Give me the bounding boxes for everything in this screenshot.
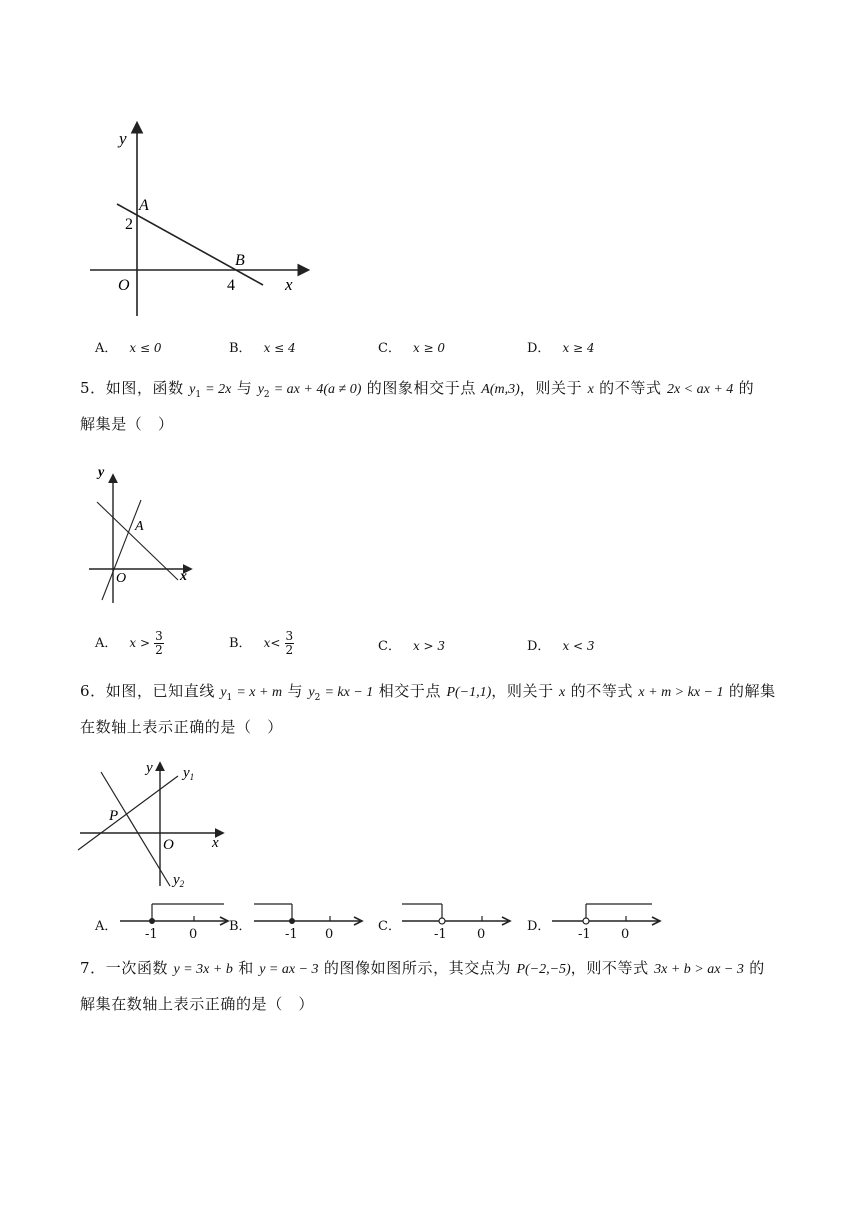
- q7-stem-line1: 7．一次函数 y = 3x + b 和 y = ax − 3 的图像如图所示，其交点为 P(−2,−5)，则不等式 3x + b > ax − 3 的: [80, 959, 765, 977]
- q4-line-ab: [117, 204, 263, 285]
- q6-option-b-tick-neg1: -1: [285, 927, 298, 942]
- q5-y-label: y: [98, 465, 105, 480]
- q4-point-b-label: B: [235, 252, 245, 269]
- q6-option-d-tick-0: 0: [621, 927, 630, 942]
- q5-option-d[interactable]: D． x < 3: [527, 639, 595, 654]
- q6-option-b-numberline[interactable]: [252, 900, 364, 930]
- q5-option-a[interactable]: A． x > $\frac{3}{2}$: [95, 629, 163, 657]
- q6-option-c-letter[interactable]: C．: [378, 919, 401, 934]
- q6-option-a-letter[interactable]: A．: [95, 919, 118, 934]
- q5-x-label: x: [180, 569, 187, 584]
- q4-y-label: y: [119, 129, 127, 148]
- q4-option-b[interactable]: B． x ≤ 4: [229, 341, 296, 356]
- q6-option-c-tick-0: 0: [477, 927, 486, 942]
- q6-option-c-numberline[interactable]: [400, 900, 512, 930]
- q4-option-d[interactable]: D． x ≥ 4: [527, 341, 595, 356]
- q4-option-c[interactable]: C． x ≥ 0: [378, 341, 446, 356]
- q6-graph: [74, 758, 234, 893]
- q6-option-b-tick-0: 0: [325, 927, 334, 942]
- q6-y2-label: $y_2$: [173, 872, 185, 889]
- q6-option-d-numberline[interactable]: [550, 900, 662, 930]
- q5-stem-line2: 解集是（ ）: [80, 415, 174, 433]
- q6-y-label: y: [146, 760, 153, 776]
- q4-tick-4: 4: [227, 277, 235, 294]
- q5-option-c[interactable]: C． x > 3: [378, 639, 446, 654]
- q6-origin-label: O: [163, 837, 174, 853]
- q5-origin-label: O: [116, 571, 127, 586]
- q4-option-a[interactable]: A． x ≤ 0: [95, 341, 162, 356]
- q6-option-c-tick-neg1: -1: [434, 927, 447, 942]
- q6-option-a-numberline[interactable]: [118, 900, 230, 930]
- q6-option-a-tick-0: 0: [189, 927, 198, 942]
- q6-y1-label: $y_1$: [183, 765, 195, 782]
- q5-stem-line1: 5．如图，函数 $y_1 = 2x$ 与 $y_2$ = ax + 4(a ≠ 0) 的图象相交于点 A(m,3)，则关于 x 的不等式 2x < ax + 4 的: [80, 379, 755, 400]
- q6-stem-line1: 6．如图，已知直线 $y_1 = x + m$ 与 $y_2$ = kx − 1 相交于点 P(−1,1)，则关于 x 的不等式 x + m > kx − 1 的解集: [80, 682, 776, 703]
- q4-tick-2: 2: [125, 216, 133, 233]
- q6-option-d-tick-neg1: -1: [578, 927, 591, 942]
- q5-graph: [85, 462, 205, 607]
- q5-point-a-label: A: [135, 519, 144, 534]
- q6-stem-line2: 在数轴上表示正确的是（ ）: [80, 718, 283, 736]
- q6-option-b-letter[interactable]: B．: [229, 919, 252, 934]
- q7-stem-line2: 解集在数轴上表示正确的是（ ）: [80, 995, 315, 1013]
- q4-point-a-label: A: [139, 197, 149, 214]
- q4-origin-label: O: [118, 277, 130, 294]
- q6-point-p-label: P: [109, 808, 119, 824]
- q4-x-label: x: [285, 275, 293, 294]
- q5-line-y2: [97, 502, 178, 580]
- q6-option-a-tick-neg1: -1: [145, 927, 158, 942]
- q6-x-label: x: [212, 835, 219, 851]
- q4-graph: [85, 118, 325, 323]
- q5-option-b[interactable]: B． x< $\frac{3}{2}$: [229, 629, 294, 657]
- q6-option-d-letter[interactable]: D．: [527, 919, 551, 934]
